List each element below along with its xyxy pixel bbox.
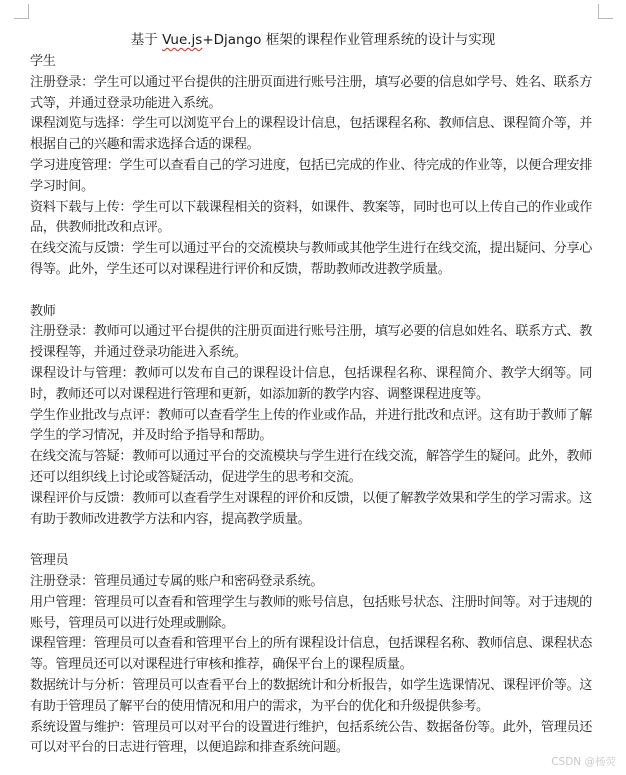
section-heading: 管理员 bbox=[30, 553, 69, 569]
title-prefix: 基于 bbox=[130, 32, 163, 48]
section-teacher bbox=[30, 302, 592, 531]
paragraph: 数据统计与分析：管理员可以查看平台上的数据统计和分析报告，如学生选课情况、课程评价等。这有助于管理员了解平台的使用情况和用户的需求，为平台的优化和升级提供参考。 bbox=[30, 677, 592, 714]
page-title bbox=[0, 30, 626, 50]
paragraph: 在线交流与答疑：教师可以通过平台的交流模块与学生进行在线交流，解答学生的疑问。此外，教师还可以组织线上讨论或答疑活动，促进学生的思考和交流。 bbox=[30, 449, 592, 485]
paragraph: 学生作业批改与点评：教师可以查看学生上传的作业或作品，并进行批改和点评。这有助于教师了解学生的学习情况，并及时给予指导和帮助。 bbox=[30, 407, 592, 444]
section-heading: 教师 bbox=[30, 303, 56, 319]
title-suffix: +Django 框架的课程作业管理系统的设计与实现 bbox=[202, 32, 496, 48]
paragraph: 注册登录：管理员通过专属的账户和密码登录系统。 bbox=[30, 573, 324, 589]
csdn-watermark: CSDN @杨荧 bbox=[551, 756, 616, 768]
paragraph: 系统设置与维护：管理员可以对平台的设置进行维护，包括系统公告、数据备份等。此外，管理员还可以对平台的日志进行管理，以便追踪和排查系统问题。 bbox=[30, 719, 592, 756]
section-admin bbox=[30, 551, 592, 759]
section-student bbox=[30, 52, 592, 281]
crop-mark-top-left bbox=[14, 4, 29, 19]
paragraph: 学习进度管理：学生可以查看自己的学习进度，包括已完成的作业、待完成的作业等，以便合理安排学习时间。 bbox=[30, 157, 592, 194]
paragraph: 课程管理：管理员可以查看和管理平台上的所有课程设计信息，包括课程名称、教师信息、课程状态等。管理员还可以对课程进行审核和推荐，确保平台上的课程质量。 bbox=[30, 636, 592, 673]
paragraph: 用户管理：管理员可以查看和管理学生与教师的账号信息，包括账号状态、注册时间等。对于违规的账号，管理员可以进行处理或删除。 bbox=[30, 594, 592, 631]
title-tech-spellcheck: Vue.js bbox=[162, 32, 203, 48]
paragraph: 注册登录：学生可以通过平台提供的注册页面进行账号注册，填写必要的信息如学号、姓名、联系方式等，并通过登录功能进入系统。 bbox=[30, 74, 592, 111]
section-heading: 学生 bbox=[30, 54, 56, 69]
paragraph: 课程设计与管理：教师可以发布自己的课程设计信息，包括课程名称、课程简介、教学大纲等。同时，教师还可以对课程进行管理和更新，如添加新的教学内容、调整课程进度等。 bbox=[30, 365, 592, 402]
blank-line bbox=[30, 281, 592, 302]
paragraph: 资料下载与上传：学生可以下载课程相关的资料，如课件、教案等，同时也可以上传自己的作业或作品，供教师批改和点评。 bbox=[30, 199, 592, 236]
paragraph: 课程浏览与选择：学生可以浏览平台上的课程设计信息，包括课程名称、教师信息、课程简介等，并根据自己的兴趣和需求选择合适的课程。 bbox=[30, 116, 592, 153]
paragraph: 在线交流与反馈：学生可以通过平台的交流模块与教师或其他学生进行在线交流，提出疑问、分享心得等。此外，学生还可以对课程进行评价和反馈，帮助教师改进教学质量。 bbox=[30, 241, 592, 277]
paragraph: 课程评价与反馈：教师可以查看学生对课程的评价和反馈，以便了解教学效果和学生的学习需求。这有助于教师改进教学方法和内容，提高教学质量。 bbox=[30, 490, 592, 527]
crop-mark-top-right bbox=[598, 4, 613, 19]
document-body bbox=[30, 52, 592, 759]
paragraph: 注册登录：教师可以通过平台提供的注册页面进行账号注册，填写必要的信息如姓名、联系方式、教授课程等，并通过登录功能进入系统。 bbox=[30, 324, 592, 361]
blank-line bbox=[30, 530, 592, 551]
